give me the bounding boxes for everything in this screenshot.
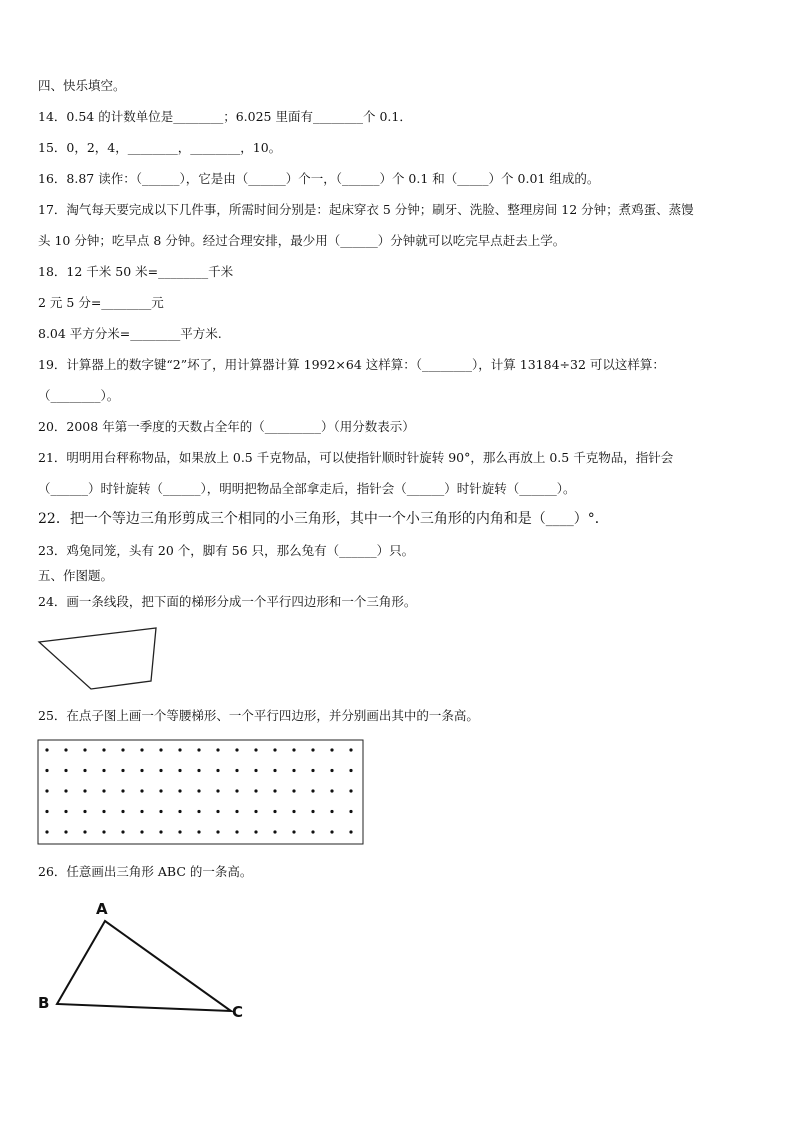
line-q20: 20．2008 年第一季度的天数占全年的（_________）（用分数表示） <box>38 419 415 434</box>
line-q24: 24．画一条线段，把下面的梯形分成一个平行四边形和一个三角形。 <box>38 594 417 609</box>
line-q21: 21．明明用台秤称物品，如果放上 0.5 千克物品，可以使指针顺时针旋转 90°，那么再放上 0.5 千克物品，指针会 <box>38 450 674 465</box>
line-q18b: 2 元 5 分=________元 <box>38 295 164 310</box>
line-q26: 26．任意画出三角形 ABC 的一条高。 <box>38 864 253 879</box>
line-q14: 14．0.54 的计数单位是________；6.025 里面有________个 0.1． <box>38 109 412 124</box>
line-q19-cont: （________）。 <box>38 388 120 403</box>
line-q15: 15．0，2，4，________，________，10。 <box>38 140 282 155</box>
vertex-label-b: B <box>38 994 50 1012</box>
line-q22: 22．把一个等边三角形剪成三个相同的小三角形，其中一个小三角形的内角和是（____）°． <box>38 511 609 527</box>
line-q19: 19．计算器上的数字键“2”坏了，用计算器计算 1992×64 这样算：（________），计算 13184÷32 可以这样算： <box>38 357 665 372</box>
line-q17-cont: 头 10 分钟；吃早点 8 分钟。经过合理安排，最少用（______）分钟就可以吃完早点赶去上学。 <box>38 233 566 248</box>
line-section-5: 五、作图题。 <box>38 568 114 583</box>
vertex-label-a: A <box>96 900 108 918</box>
vertex-label-c: C <box>232 1003 244 1021</box>
line-q23: 23．鸡兔同笼，头有 20 个，脚有 56 只，那么兔有（______）只。 <box>38 543 415 558</box>
triangle-abc <box>57 921 231 1011</box>
line-q25: 25．在点子图上画一个等腰梯形、一个平行四边形，并分别画出其中的一条高。 <box>38 708 479 723</box>
line-q21-cont: （______）时针旋转（______），明明把物品全部拿走后，指针会（______）时针旋转（______）。 <box>38 481 576 496</box>
line-q18c: 8.04 平方分米=________平方米. <box>38 326 222 341</box>
line-q18: 18．12 千米 50 米=________千米 <box>38 264 234 279</box>
line-q17: 17．淘气每天要完成以下几件事，所需时间分别是：起床穿衣 5 分钟；刷牙、洗脸、整理房间 12 分钟；煮鸡蛋、蒸馒 <box>38 202 694 217</box>
line-section-4: 四、快乐填空。 <box>38 78 126 93</box>
line-q16: 16．8.87 读作：（______），它是由（______）个一，（______）个 0.1 和（_____）个 0.01 组成的。 <box>38 171 600 186</box>
